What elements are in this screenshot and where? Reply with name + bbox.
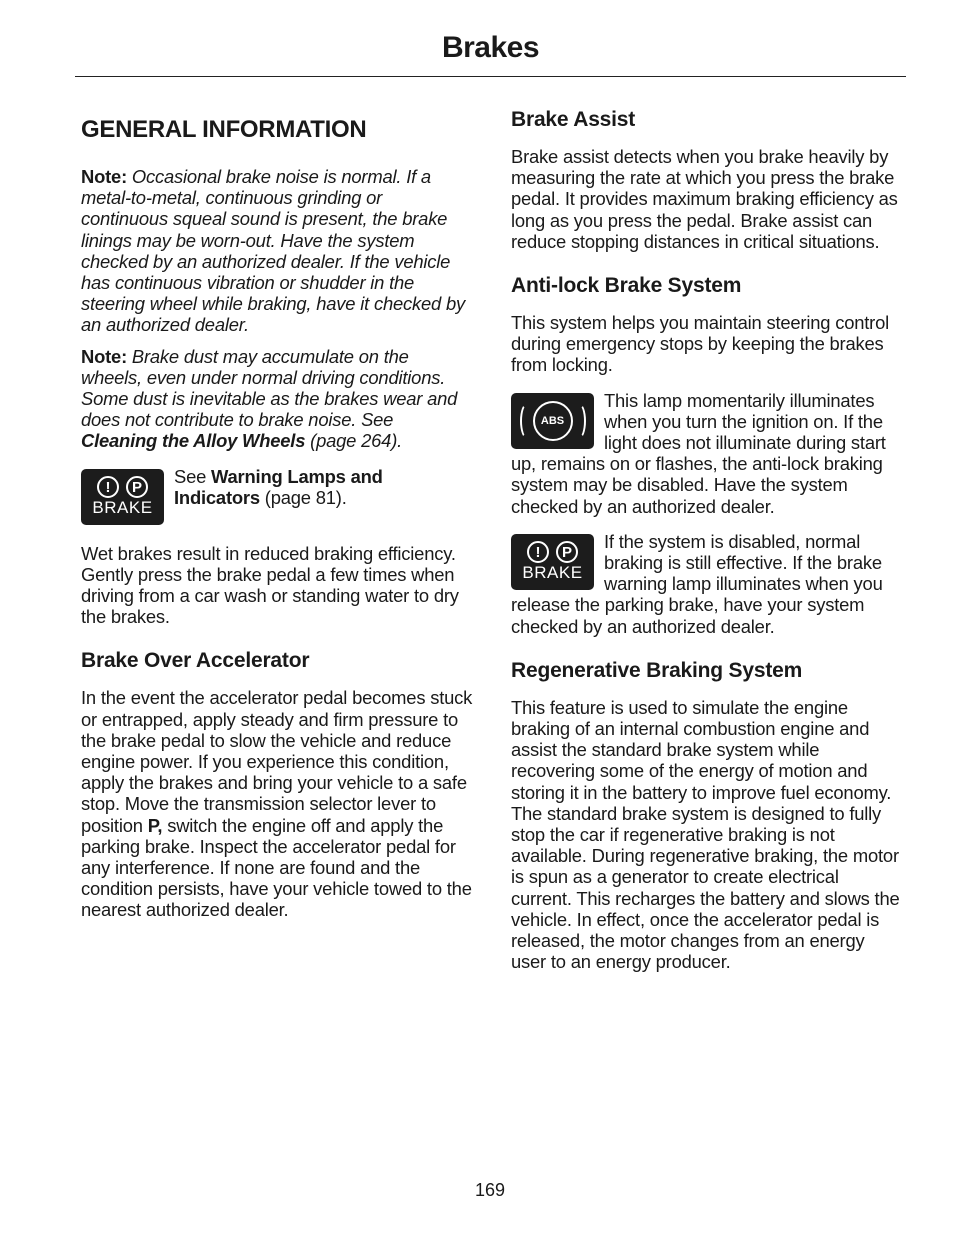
abs-arc-right (572, 403, 586, 439)
abs-ring: ABS (533, 401, 573, 441)
brake-lamp-block (511, 531, 903, 637)
note-label: Note: (81, 345, 127, 367)
wet-brakes-paragraph: Wet brakes result in reduced braking efficiency. Gently press the brake pedal a few times when driving from a car wash or standing water to dry the brakes. (81, 542, 459, 628)
brake-icon-label: BRAKE (522, 563, 583, 583)
paragraph-text: In the event the accelerator pedal becomes stuck or entrapped, apply steady and firm pressure to the brake pedal to slow the vehicle and reduce engine power. If you experience this condition, apply the brakes and bring your vehicle to a safe stop. Move the transmission selector lever to position (81, 687, 473, 836)
regenerative-braking-heading: Regenerative Braking System (511, 658, 803, 682)
abs-arc-left (520, 403, 534, 439)
parking-icon: P (126, 476, 148, 498)
abs-lamp-block (511, 390, 903, 517)
exclamation-icon: ! (527, 541, 549, 563)
abs-lamp-paragraph: This lamp momentarily illuminates when you turn the ignition on. If the light does not illuminate during start up, remains on or flashes, the anti-lock braking system may be disabled. Have the system checked by an authorized dealer. (511, 389, 886, 517)
abs-heading: Anti-lock Brake System (511, 274, 742, 298)
brake-icon-label: BRAKE (92, 498, 153, 518)
note-text: Occasional brake noise is normal. If a metal-to-metal, continuous grinding or continuous squeal sound is present, the brake linings may be worn-out. Have the system checked by an authorized dealer. If the vehicle has continuous vibration or shudder in the steering wheel while braking, have it checked by an authorized dealer. (81, 166, 465, 336)
cross-reference-link[interactable]: Warning Lamps and Indicators (174, 465, 383, 508)
page-number: 169 (474, 1180, 506, 1200)
cross-reference-link[interactable]: Cleaning the Alloy Wheels (81, 430, 306, 452)
parking-icon: P (556, 541, 578, 563)
page-header (75, 26, 906, 77)
note-text: Brake dust may accumulate on the wheels, even under normal driving conditions. Some dust is inevitable as the brakes wear and does not contribute to brake noise. See (81, 345, 458, 431)
page-reference: (page 81). (259, 486, 347, 508)
note-brake-dust (81, 346, 473, 452)
brake-assist-paragraph: Brake assist detects when you brake heavily by measuring the rate at which you press the brake pedal. It provides maximum braking efficiency as long as you press the pedal. Brake assist can reduce stopping distances in critical situations. (511, 146, 898, 252)
position-p: P, (147, 814, 163, 836)
exclamation-icon: ! (97, 476, 119, 498)
paragraph-text: switch the engine off and apply the parking brake. Inspect the accelerator pedal for any interference. If none are found and the condition persists, have your vehicle towed to the nearest authorized dealer. (81, 814, 472, 921)
right-column (511, 108, 903, 983)
note-label: Note: (81, 166, 127, 187)
regenerative-braking-paragraph: This feature is used to simulate the engine braking of an internal combustion engine and assist the standard brake system while recovering some of the energy of motion and storing it in the battery to improve fuel economy. The standard brake system is designed to fully stop the car if regenerative braking is not available. During regenerative braking, the motor is spun as a generator to create electrical current. This recharges the battery and slows the vehicle. In effect, once the accelerator pedal is released, the motor changes from an energy user to an energy producer. (511, 696, 900, 973)
abs-warning-icon (511, 393, 594, 449)
warning-lamps-reference (81, 466, 473, 529)
note-brake-noise (81, 166, 473, 336)
brake-over-accelerator-paragraph (81, 687, 473, 920)
section-title: GENERAL INFORMATION (81, 116, 367, 143)
page-title: Brakes (441, 31, 540, 64)
abs-disabled-paragraph: If the system is disabled, normal braking is still effective. If the brake warning lamp illuminates when you release the parking brake, have your system checked by an authorized dealer. (511, 530, 883, 637)
brake-warning-icon (511, 534, 594, 590)
left-column (81, 108, 473, 931)
page-reference: (page 264). (305, 430, 403, 452)
see-text: See (174, 465, 212, 487)
brake-assist-heading: Brake Assist (511, 108, 636, 131)
abs-paragraph: This system helps you maintain steering control during emergency stops by keeping the brakes from locking. (511, 312, 889, 376)
brake-warning-icon (81, 469, 164, 525)
brake-over-accelerator-heading: Brake Over Accelerator (81, 649, 310, 673)
